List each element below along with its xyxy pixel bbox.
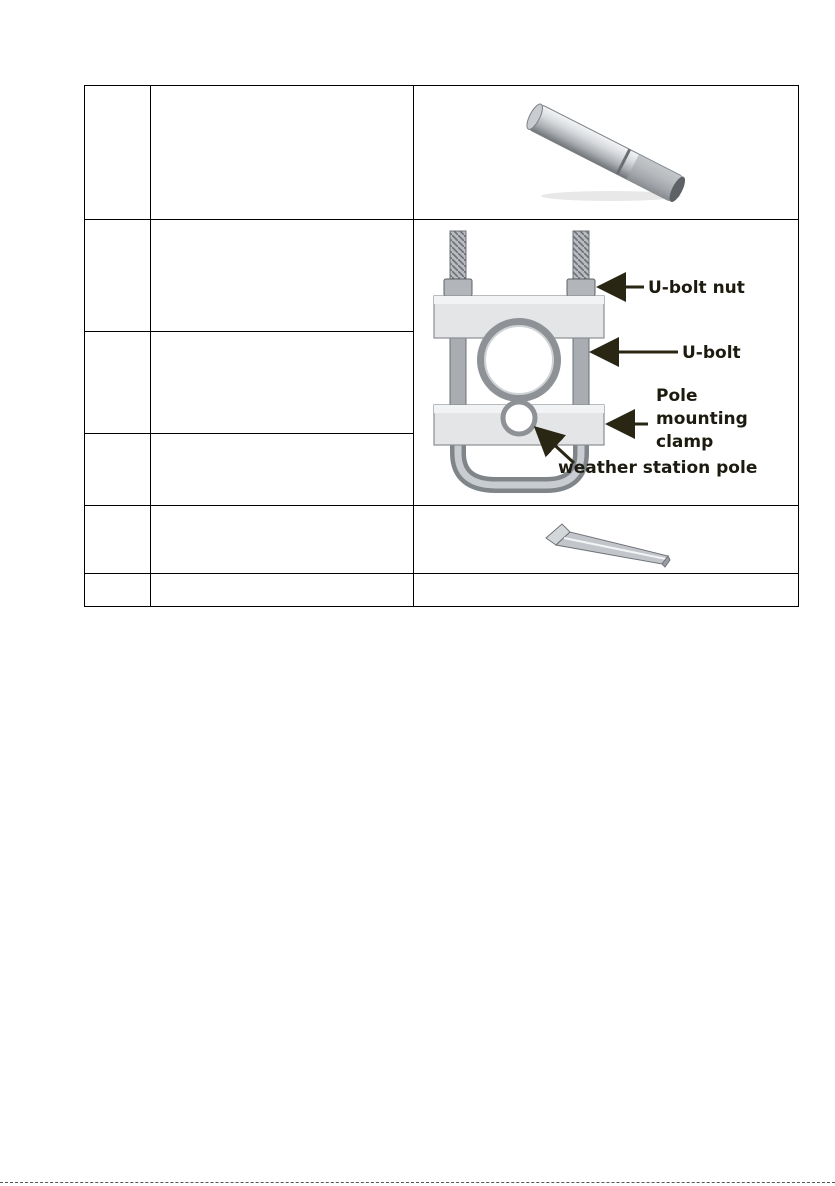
row-description-cell [151, 506, 414, 574]
row-number-cell [85, 506, 151, 574]
row-number-cell [85, 434, 151, 506]
pole-clamp-label-line3: clamp [656, 431, 714, 452]
weather-station-pole-circle [503, 402, 535, 434]
u-bolt-nut-left [444, 279, 472, 296]
row-number-cell [85, 220, 151, 332]
page-bottom-divider [0, 1182, 835, 1183]
u-bolt-nut-label: U-bolt nut [648, 277, 745, 298]
u-bolt-label: U-bolt [682, 342, 741, 363]
row-description-cell [151, 574, 414, 607]
row-image-cell [414, 574, 799, 607]
table-row [85, 86, 799, 220]
u-bolt-nut-right [567, 279, 595, 296]
table-row [85, 574, 799, 607]
pole-adapter-tube-image [516, 98, 696, 208]
row-description-cell [151, 332, 414, 434]
u-bolt-clamp-diagram [416, 223, 796, 503]
row-image-cell [414, 506, 799, 574]
row-description-cell [151, 434, 414, 506]
row-number-cell [85, 574, 151, 607]
row-description-cell [151, 86, 414, 220]
row-number-cell [85, 332, 151, 434]
mounting-pipe [481, 322, 557, 398]
pole-clamp-label-line1: Pole [656, 385, 698, 406]
parts-table [84, 85, 799, 607]
hex-key-wrench-image [536, 512, 676, 568]
table-row [85, 506, 799, 574]
row-image-cell [414, 220, 799, 506]
table-row [85, 220, 799, 332]
row-description-cell [151, 220, 414, 332]
weather-station-pole-label: weather station pole [558, 457, 758, 478]
row-image-cell [414, 86, 799, 220]
pole-clamp-label-line2: mounting [656, 408, 748, 429]
row-number-cell [85, 86, 151, 220]
